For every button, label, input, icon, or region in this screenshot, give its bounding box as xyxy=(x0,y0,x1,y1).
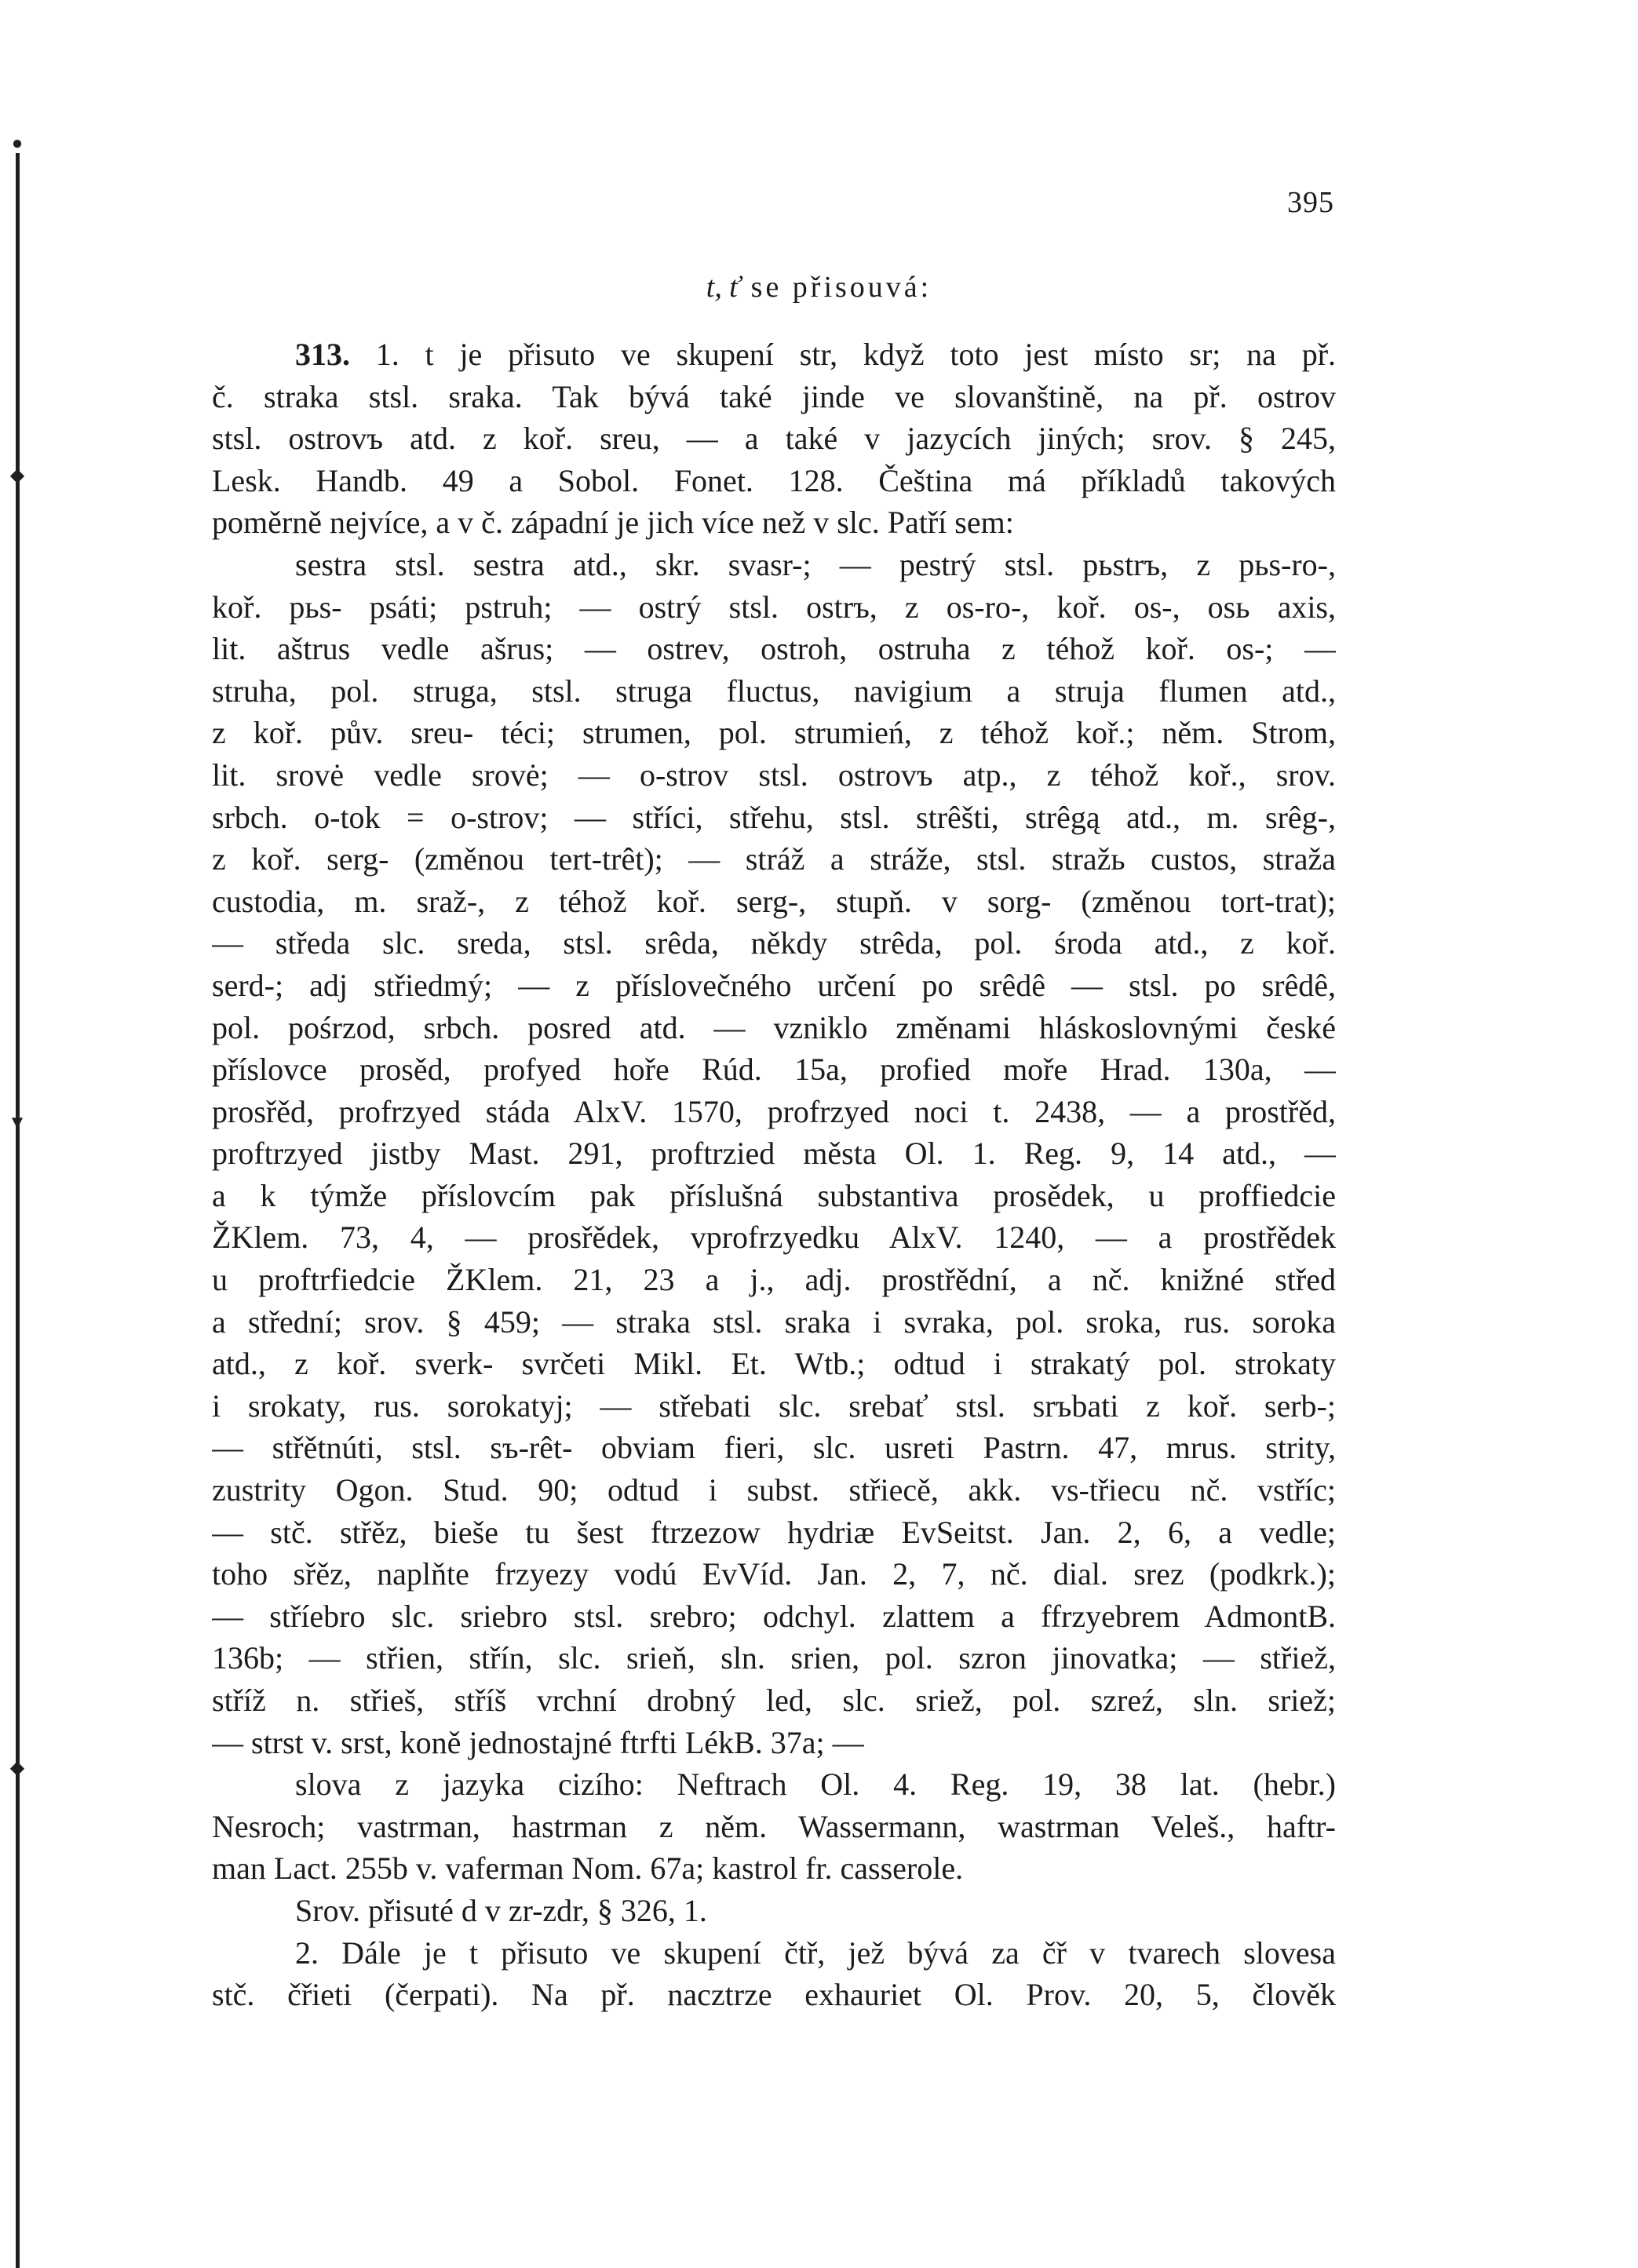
text-line: 313. 1. t je přisuto ve skupení str, když toto jest místo sr; na př. xyxy=(295,337,1336,372)
edge-mark-lower: ◆ xyxy=(9,1758,25,1778)
text-line: — střětnúti, stsl. sъ-rêt- obviam fieri, slc. usreti Pastrn. 47, mrus. strity, xyxy=(212,1430,1336,1466)
edge-mark-upper: ◆ xyxy=(9,465,25,486)
edge-mark-middle: ▼ xyxy=(8,1113,27,1133)
text-line: zustrity Ogon. Stud. 90; odtud i subst. střiecě, akk. vs-třiecu nč. vstříc; xyxy=(212,1472,1336,1508)
text-line: lit. srovė vedle srovė; — o-strov stsl. ostrovъ atp., z téhož koř., srov. xyxy=(212,757,1336,793)
text-line: — stříebro slc. sriebro stsl. srebro; odchyl. zlattem a ffrzyebrem AdmontB. xyxy=(212,1598,1336,1634)
text-line: stříž n. střieš, stříš vrchní drobný led, slc. sriež, pol. szreź, sln. sriež; xyxy=(212,1683,1336,1718)
paragraph-number: 313. xyxy=(295,337,350,372)
heading-letters: t, ť xyxy=(706,271,741,304)
heading-rest: se přisouvá: xyxy=(750,271,932,304)
text-line: Srov. přisuté d v zr-zdr, § 326, 1. xyxy=(295,1892,707,1928)
text-line: Lesk. Handb. 49 a Sobol. Fonet. 128. Čeština má příkladů takových xyxy=(212,462,1336,498)
text-line: lit. aštrus vedle ašrus; — ostrev, ostroh, ostruha z téhož koř. os-; — xyxy=(212,631,1336,667)
text-line: slova z jazyka cizího: Neftrach Ol. 4. Reg. 19, 38 lat. (hebr.) xyxy=(295,1767,1336,1803)
text-line: — stč. střěz, bieše tu šest ftrzezow hydriæ EvSeitst. Jan. 2, 6, a vedle; xyxy=(212,1514,1336,1550)
text-line: koř. pьs- psáti; pstruh; — ostrý stsl. ostrъ, z os-ro-, koř. os-, osь axis, xyxy=(212,589,1336,625)
text-line: man Lact. 255b v. vaferman Nom. 67a; kastrol fr. casserole. xyxy=(212,1850,964,1887)
section-heading xyxy=(0,270,1638,304)
text-line: z koř. pův. sreu- téci; strumen, pol. strumień, z téhož koř.; něm. Strom, xyxy=(212,715,1336,751)
text-line: proftrzyed jistby Mast. 291, proftrzied města Ol. 1. Reg. 9, 14 atd., — xyxy=(212,1136,1336,1172)
text-line: struha, pol. struga, stsl. struga fluctus, navigium a struja flumen atd., xyxy=(212,673,1336,709)
edge-mark-top: ● xyxy=(11,133,24,154)
text-line: serd-; adj střiedmý; — z příslovečného určení po srêdê — stsl. po srêdê, xyxy=(212,967,1336,1003)
text-line: toho sřěz, naplňte frzyezy vodú EvVíd. Jan. 2, 7, nč. dial. srez (podkrk.); xyxy=(212,1556,1336,1592)
text-line: u proftrfiedcie ŽKlem. 21, 23 a j., adj. prostřědní, a nč. knižné střed xyxy=(212,1262,1336,1298)
page-number: 395 xyxy=(1287,186,1334,219)
text-line: stsl. ostrovъ atd. z koř. sreu, — a také v jazycích jiných; srov. § 245, xyxy=(212,421,1336,457)
text-line: — strst v. srst, koně jednostajné ftrfti LékB. 37a; — xyxy=(212,1724,864,1760)
text-line: pol. pośrzod, srbch. posred atd. — vzniklo změnami hláskoslovnými české xyxy=(212,1009,1336,1045)
text-line: 2. Dále je t přisuto ve skupení čtř, jež bývá za čř v tvarech slovesa xyxy=(295,1934,1336,1971)
text-line: z koř. serg- (změnou tert-trêt); — stráž a stráže, stsl. stražь custos, straža xyxy=(212,841,1336,877)
text-line: Nesroch; vastrman, hastrman z něm. Wassermann, wastrman Veleš., haftr- xyxy=(212,1808,1336,1844)
text-line: atd., z koř. sverk- svrčeti Mikl. Et. Wtb.; odtud i strakatý pol. strokaty xyxy=(212,1346,1336,1382)
text-line: i srokaty, rus. sorokatyj; — střebati slc. srebať stsl. srъbati z koř. serb-; xyxy=(212,1387,1336,1424)
text-line: poměrně nejvíce, a v č. západní je jich více než v slc. Patří sem: xyxy=(212,505,1014,541)
text-line: srbch. o-tok = o-strov; — stříci, střehu, stsl. strêšti, strêgą atd., m. srêg-, xyxy=(212,799,1336,835)
text-line: stč. čřieti (čerpati). Na př. nacztrze exhauriet Ol. Prov. 20, 5, člověk xyxy=(212,1977,1336,2013)
text-line: ŽKlem. 73, 4, — prosřědek, vprofrzyedku AlxV. 1240, — a prostřědek xyxy=(212,1220,1336,1256)
text-line: a střední; srov. § 459; — straka stsl. sraka i svraka, pol. sroka, rus. soroka xyxy=(212,1304,1336,1340)
text-line: 136b; — střien, střín, slc. srieň, sln. srien, pol. szron jinovatka; — střiež, xyxy=(212,1640,1336,1676)
text-line: a k týmže příslovcím pak příslušná substantiva prosědek, u proffiedcie xyxy=(212,1177,1336,1213)
paragraph-313 xyxy=(212,334,1336,2016)
text-line: příslovce prosěd, profyed hoře Rúd. 15a, profied moře Hrad. 130a, — xyxy=(212,1052,1336,1088)
text-line: č. straka stsl. sraka. Tak bývá také jinde ve slovanštině, na př. ostrov xyxy=(212,378,1336,414)
text-line: prosřěd, profrzyed stáda AlxV. 1570, profrzyed noci t. 2438, — a prostřěd, xyxy=(212,1093,1336,1129)
text-line: custodia, m. sraž-, z téhož koř. serg-, stupň. v sorg- (změnou tort-trat); xyxy=(212,883,1336,919)
text-line: sestra stsl. sestra atd., skr. svasr-; — pestrý stsl. pьstrъ, z pьs-ro-, xyxy=(295,546,1336,582)
text-line: — středa slc. sreda, stsl. srêda, někdy strêda, pol. środa atd., z koř. xyxy=(212,925,1336,961)
